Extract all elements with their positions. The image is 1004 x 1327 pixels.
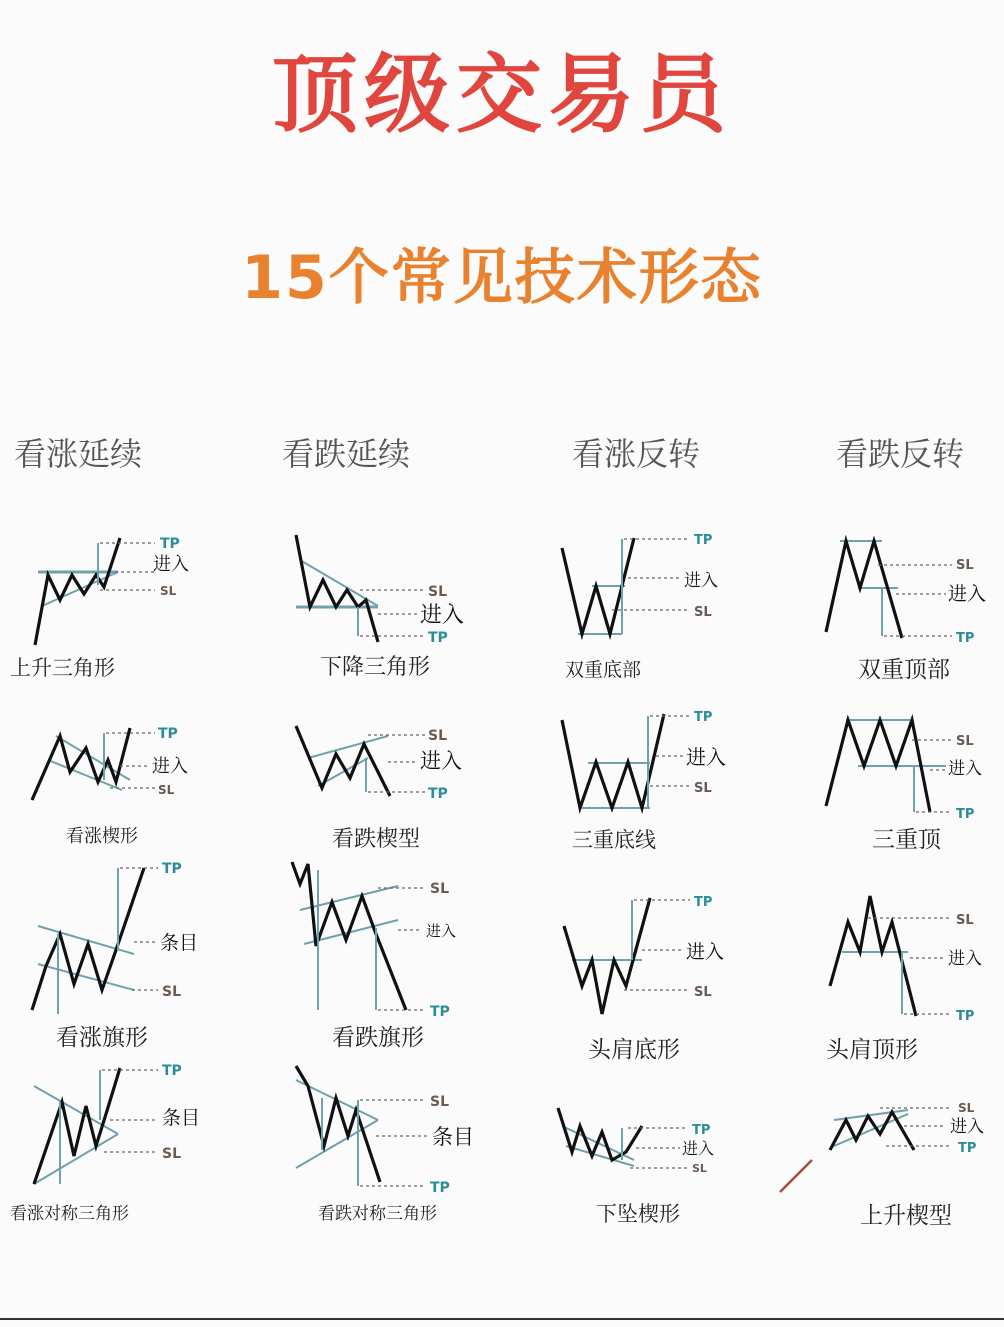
pattern-label-bull-flag: 看涨旗形 [56, 1025, 148, 1051]
ft-tp-label: TP [428, 630, 448, 646]
rt-sl-label: SL [160, 584, 177, 598]
bew-tp-label: TP [428, 786, 448, 802]
pattern-label-triple-bottom: 三重底线 [572, 828, 656, 852]
rt-price [35, 538, 120, 645]
ihs-tp-label: TP [694, 895, 713, 910]
bst-sl-label: SL [162, 1146, 182, 1162]
hst-entry-label: 进入 [948, 949, 982, 969]
pattern-label-bear-flag: 看跌旗形 [332, 1025, 424, 1051]
pattern-label-bearish-wedge: 看跌楔型 [332, 827, 421, 852]
column-header-bearish-continuation: 看跌延续 [282, 435, 411, 473]
best-tp-label: TP [430, 1180, 450, 1196]
pattern-label-head-shoulders-top: 头肩顶形 [826, 1037, 918, 1063]
dt-tp-label: TP [956, 631, 975, 646]
bef-price [292, 862, 406, 1010]
rw-sl-label: SL [958, 1101, 975, 1115]
pattern-label-falling-wedge: 下坠楔形 [596, 1202, 680, 1226]
hst-sl-label: SL [956, 913, 974, 928]
bottom-border [0, 1318, 1004, 1320]
fw-tp-label: TP [692, 1123, 711, 1138]
db-entry-label: 进入 [684, 571, 718, 591]
bef-entry-label: 进入 [426, 922, 457, 940]
pattern-label-falling-triangle: 下降三角形 [320, 655, 431, 680]
pattern-label-bull-symmetric-triangle: 看涨对称三角形 [10, 1204, 129, 1224]
tb-entry-label: 进入 [686, 745, 726, 769]
bew-price [296, 726, 390, 796]
fw-price [558, 1108, 642, 1160]
bw-entry-label: 进入 [152, 756, 188, 777]
bef-tp-label: TP [430, 1004, 450, 1020]
bf-sl-label: SL [162, 984, 182, 1000]
pattern-label-double-top: 双重顶部 [858, 657, 950, 683]
bw-price [32, 728, 130, 800]
tb-sl-label: SL [694, 781, 712, 796]
tt-tp-label: TP [956, 807, 975, 822]
subtitle: 15个常见技术形态 [241, 243, 763, 313]
tt-sl-label: SL [956, 734, 974, 749]
bew-entry-label: 进入 [420, 749, 462, 773]
ft-price [296, 535, 378, 642]
pattern-label-inverse-head-shoulders: 头肩底形 [588, 1037, 680, 1063]
ft-sl-label: SL [428, 584, 448, 600]
bew-sl-label: SL [428, 728, 448, 744]
rt-entry-label: 进入 [153, 554, 189, 575]
fw-entry-label: 进入 [682, 1139, 715, 1158]
best-sl-label: SL [430, 1094, 450, 1110]
hst-tp-label: TP [956, 1009, 975, 1024]
rt-tp-label: TP [160, 536, 180, 552]
ihs-sl-label: SL [694, 985, 712, 1000]
pattern-label-double-bottom: 双重底部 [565, 659, 642, 681]
dt-entry-label: 进入 [948, 583, 987, 605]
bst-price [34, 1068, 120, 1184]
rw-tp-label: TP [958, 1141, 977, 1156]
dt-sl-label: SL [956, 558, 974, 573]
column-header-bearish-reversal: 看跌反转 [836, 435, 965, 473]
best-entry-label: 条目 [432, 1125, 474, 1149]
bst-entry-label: 条目 [162, 1107, 201, 1129]
main-title: 顶级交易员 [272, 45, 732, 145]
pattern-label-bullish-wedge: 看涨楔形 [66, 826, 138, 847]
bst-tp-label: TP [162, 1063, 182, 1079]
best-price [296, 1066, 380, 1182]
rw-entry-label: 进入 [950, 1117, 984, 1137]
rw-red-mark [780, 1160, 812, 1192]
bf-tp-label: TP [162, 861, 182, 877]
pattern-label-bear-symmetric-triangle: 看跌对称三角形 [318, 1204, 437, 1224]
db-sl-label: SL [694, 605, 712, 620]
bef-sl-label: SL [430, 881, 450, 897]
tb-tp-label: TP [694, 710, 713, 725]
pattern-label-rising-triangle: 上升三角形 [10, 656, 115, 680]
bst-upper [34, 1086, 118, 1134]
pattern-label-triple-top: 三重顶 [872, 827, 941, 853]
db-tp-label: TP [694, 533, 713, 548]
ihs-price [564, 898, 650, 1014]
column-header-bullish-continuation: 看涨延续 [14, 435, 143, 473]
bw-sl-label: SL [158, 783, 175, 797]
ihs-entry-label: 进入 [686, 941, 725, 963]
pattern-label-rising-wedge: 上升楔型 [860, 1203, 952, 1229]
dt-price [826, 541, 902, 638]
bew-upper [308, 736, 388, 758]
bw-tp-label: TP [158, 726, 178, 742]
ft-entry-label: 进入 [420, 603, 465, 628]
bef-upper [300, 886, 398, 910]
hst-price [830, 896, 916, 1016]
column-header-bullish-reversal: 看涨反转 [572, 435, 701, 473]
bf-lower [38, 964, 134, 990]
fw-sl-label: SL [692, 1162, 707, 1175]
tt-entry-label: 进入 [948, 759, 982, 779]
bf-entry-label: 条目 [160, 932, 199, 954]
